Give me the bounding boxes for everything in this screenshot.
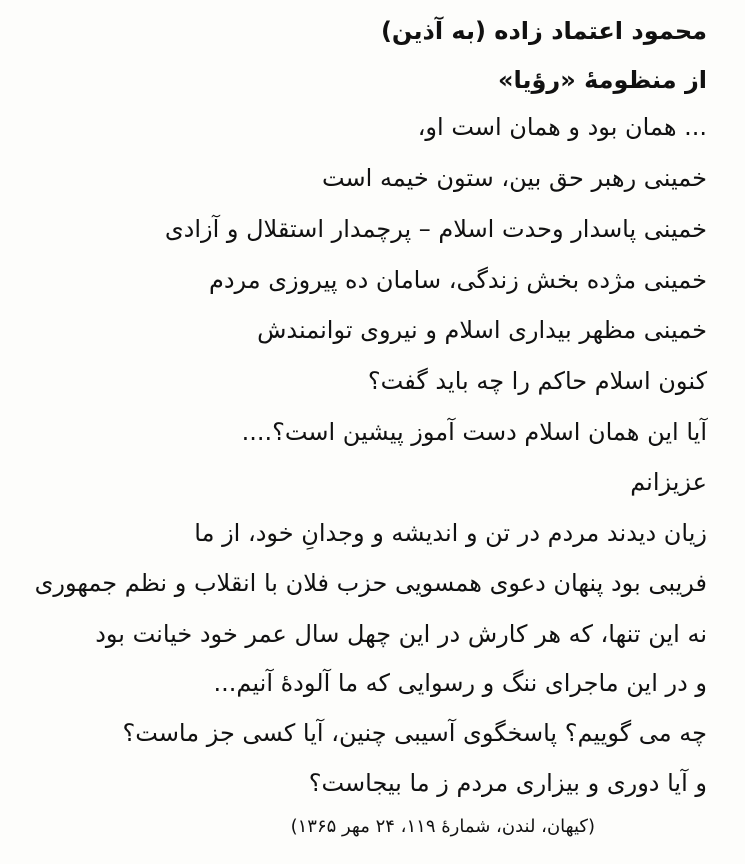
poem-line: خمینی مظهر بیداری اسلام و نیروی توانمندش [257,316,707,344]
poem-line: آیا این همان اسلام دست آموز پیشین است؟.... [241,418,707,446]
poem-line: عزیزانم [630,468,707,496]
poem-source-heading: از منظومهٔ «رؤیا» [497,66,707,94]
poem-line: فریبی بود پنهان دعوی همسویی حزب فلان با انقلاب و نظم جمهوری [34,569,707,597]
author-heading: محمود اعتماد زاده (به آذین) [380,17,707,45]
poem-line: ... همان بود و همان است او، [417,113,707,141]
poem-line: نه این تنها، که هر کارش در این چهل سال عمر خود خیانت بود [95,620,707,648]
poem-line: خمینی پاسدار وحدت اسلام – پرچمدار استقلال و آزادی [164,215,707,243]
poem-line: و در این ماجرای ننگ و رسوایی که ما آلودهٔ آنیم... [213,669,707,697]
poem-line: و آیا دوری و بیزاری مردم ز ما بیجاست؟ [308,769,707,797]
poem-line: خمینی مژده بخش زندگی، سامان ده پیروزی مردم [208,266,707,294]
poem-line: کنون اسلام حاکم را چه باید گفت؟ [367,367,707,395]
poem-line: زیان دیدند مردم در تن و اندیشه و وجدانِ خود، از ما [194,519,707,547]
poem-line: چه می گوییم؟ پاسخگوی آسیبی چنین، آیا کسی جز ماست؟ [122,719,707,747]
citation: (کیهان، لندن، شمارهٔ ۱۱۹، ۲۴ مهر ۱۳۶۵) [290,816,595,837]
poem-line: خمینی رهبر حق بین، ستون خیمه است [321,164,707,192]
